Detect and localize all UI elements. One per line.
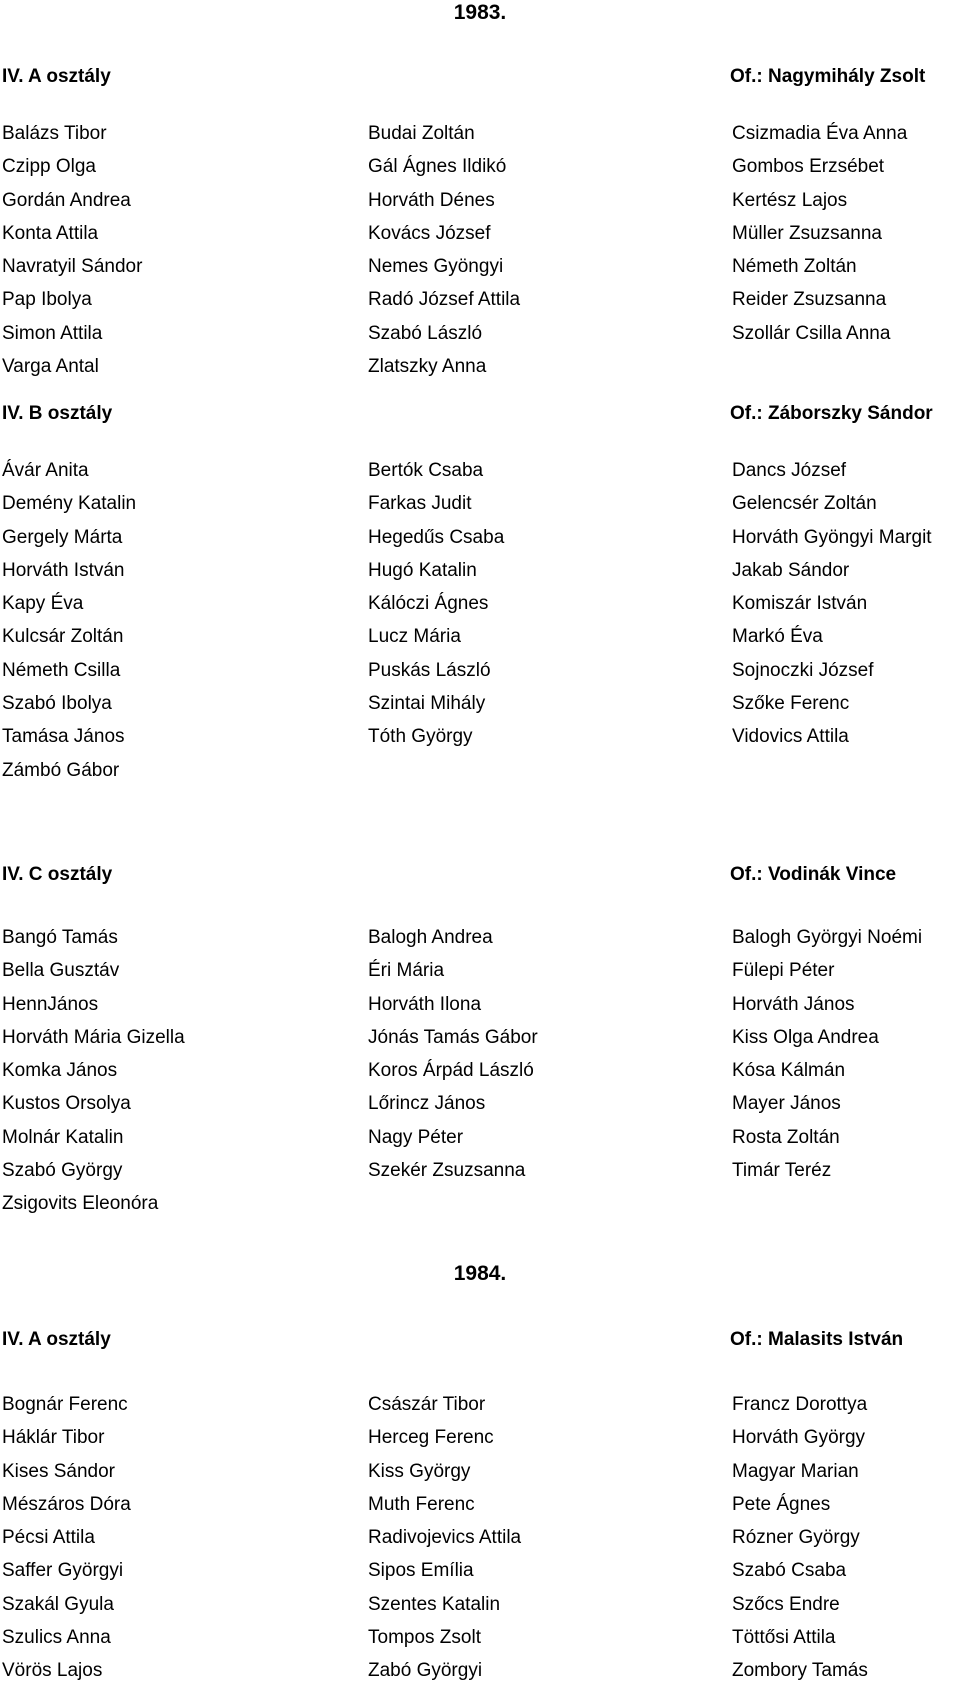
student-list-1983-iv-a bbox=[0, 117, 960, 383]
student-name: Timár Teréz bbox=[732, 1160, 832, 1182]
student-name: Bognár Ferenc bbox=[2, 1394, 128, 1415]
student-name: Tamása János bbox=[2, 726, 125, 748]
student-name: Németh Zoltán bbox=[732, 256, 857, 278]
student-name: Ávár Anita bbox=[2, 460, 89, 481]
student-name: Simon Attila bbox=[2, 322, 103, 344]
class-name: IV. A osztály bbox=[2, 66, 111, 87]
student-name: Kiss Olga Andrea bbox=[732, 1026, 879, 1048]
student-name: Molnár Katalin bbox=[2, 1126, 124, 1148]
student-name: Nemes Gyöngyi bbox=[368, 256, 504, 278]
student-name: Horváth Dénes bbox=[368, 189, 495, 211]
class-header-1983-iv-b bbox=[0, 401, 960, 427]
student-name: Müller Zsuzsanna bbox=[732, 222, 882, 244]
student-name: Gál Ágnes Ildikó bbox=[368, 156, 507, 178]
student-name: Szentes Katalin bbox=[368, 1593, 501, 1615]
student-name: Gordán Andrea bbox=[2, 189, 131, 211]
student-name: Bangó Tamás bbox=[2, 927, 118, 948]
student-name: Saffer Györgyi bbox=[2, 1560, 124, 1582]
student-name: Kustos Orsolya bbox=[2, 1093, 131, 1115]
student-name: Bertók Csaba bbox=[368, 460, 484, 481]
student-name: Rosta Zoltán bbox=[732, 1126, 840, 1148]
student-name: Lőrincz János bbox=[368, 1093, 486, 1115]
student-name: Rózner György bbox=[732, 1527, 860, 1549]
student-name: Hugó Katalin bbox=[368, 559, 477, 581]
class-teacher: Of.: Záborszky Sándor bbox=[730, 403, 933, 424]
student-name: Farkas Judit bbox=[368, 493, 472, 515]
student-name: Tóth György bbox=[368, 726, 473, 748]
student-name: Reider Zsuzsanna bbox=[732, 289, 887, 311]
student-name: Zombory Tamás bbox=[732, 1660, 868, 1682]
student-name: Jónás Tamás Gábor bbox=[368, 1026, 538, 1048]
student-name: Horváth János bbox=[732, 993, 855, 1015]
year-heading-1984: 1984. bbox=[453, 1262, 507, 1285]
class-teacher: Of.: Malasits István bbox=[730, 1329, 904, 1350]
student-name: Szulics Anna bbox=[2, 1627, 111, 1649]
student-name: Pete Ágnes bbox=[732, 1493, 831, 1515]
student-name: Mayer János bbox=[732, 1093, 841, 1115]
student-name: Szőcs Endre bbox=[732, 1593, 840, 1615]
student-name: Szőke Ferenc bbox=[732, 693, 850, 715]
student-name: Francz Dorottya bbox=[732, 1394, 868, 1415]
student-list-1983-iv-b bbox=[0, 454, 960, 787]
student-name: Hegedűs Csaba bbox=[368, 526, 505, 548]
student-name: Szabó Ibolya bbox=[2, 693, 112, 715]
student-name: Herceg Ferenc bbox=[368, 1427, 494, 1449]
student-name: Kálóczi Ágnes bbox=[368, 593, 489, 615]
student-name: Kovács József bbox=[368, 222, 491, 244]
student-name: Radivojevics Attila bbox=[368, 1527, 522, 1549]
student-name: Lucz Mária bbox=[368, 626, 461, 648]
student-name: Muth Ferenc bbox=[368, 1493, 475, 1515]
student-name: Navratyil Sándor bbox=[2, 256, 143, 278]
class-teacher: Of.: Nagymihály Zsolt bbox=[730, 66, 926, 87]
student-name: Horváth Ilona bbox=[368, 993, 482, 1015]
student-name: Szollár Csilla Anna bbox=[732, 322, 891, 344]
student-name: Horváth György bbox=[732, 1427, 866, 1449]
student-name: Horváth Mária Gizella bbox=[2, 1026, 185, 1048]
student-name: Kulcsár Zoltán bbox=[2, 626, 124, 648]
student-name: Balogh Andrea bbox=[368, 927, 493, 948]
student-name: Pap Ibolya bbox=[2, 289, 92, 311]
student-list-1984-iv-a bbox=[0, 1388, 960, 1688]
student-name: Dancs József bbox=[732, 460, 847, 481]
class-header-1983-iv-c bbox=[0, 862, 960, 888]
student-name: Balogh Györgyi Noémi bbox=[732, 927, 923, 948]
student-name: Sojnoczki József bbox=[732, 659, 874, 681]
student-name: Zabó Györgyi bbox=[368, 1660, 483, 1682]
student-name: Gergely Márta bbox=[2, 526, 123, 548]
student-name: Csizmadia Éva Anna bbox=[732, 123, 908, 144]
student-name: Mészáros Dóra bbox=[2, 1493, 131, 1515]
student-name: Fülepi Péter bbox=[732, 960, 835, 982]
student-name: Jakab Sándor bbox=[732, 559, 850, 581]
student-name: Pécsi Attila bbox=[2, 1527, 95, 1549]
student-name: Éri Mária bbox=[368, 960, 445, 982]
student-name: Vörös Lajos bbox=[2, 1660, 103, 1682]
student-name: Demény Katalin bbox=[2, 493, 137, 515]
student-name: Gelencsér Zoltán bbox=[732, 493, 877, 515]
student-name: Gombos Erzsébet bbox=[732, 156, 885, 178]
class-header-1984-iv-a bbox=[0, 1327, 960, 1353]
student-name: Kiss György bbox=[368, 1460, 471, 1482]
student-name: Komiszár István bbox=[732, 593, 868, 615]
student-name: Koros Árpád László bbox=[368, 1060, 534, 1082]
student-name: HennJános bbox=[2, 993, 99, 1015]
student-name: Bella Gusztáv bbox=[2, 960, 120, 982]
student-name: Konta Attila bbox=[2, 222, 99, 244]
student-name: Varga Antal bbox=[2, 356, 99, 378]
class-name: IV. C osztály bbox=[2, 864, 113, 885]
student-name: Németh Csilla bbox=[2, 659, 121, 681]
student-name: Puskás László bbox=[368, 659, 491, 681]
student-name: Kapy Éva bbox=[2, 593, 84, 615]
student-name: Markó Éva bbox=[732, 626, 823, 648]
student-name: Balázs Tibor bbox=[2, 123, 107, 144]
student-name: Kósa Kálmán bbox=[732, 1060, 846, 1082]
student-name: Vidovics Attila bbox=[732, 726, 849, 748]
class-name: IV. B osztály bbox=[2, 403, 113, 424]
student-name: Töttősi Attila bbox=[732, 1627, 836, 1649]
class-name: IV. A osztály bbox=[2, 1329, 111, 1350]
student-name: Háklár Tibor bbox=[2, 1427, 105, 1449]
student-name: Sipos Emília bbox=[368, 1560, 474, 1582]
student-name: Szintai Mihály bbox=[368, 693, 486, 715]
student-name: Czipp Olga bbox=[2, 156, 96, 178]
student-name: Zsigovits Eleonóra bbox=[2, 1193, 159, 1215]
student-name: Szabó Csaba bbox=[732, 1560, 847, 1582]
student-name: Horváth István bbox=[2, 559, 125, 581]
student-name: Kises Sándor bbox=[2, 1460, 116, 1482]
student-name: Komka János bbox=[2, 1060, 118, 1082]
student-name: Kertész Lajos bbox=[732, 189, 848, 211]
student-name: Császár Tibor bbox=[368, 1394, 486, 1415]
student-name: Szekér Zsuzsanna bbox=[368, 1160, 526, 1182]
class-header-1983-iv-a bbox=[0, 64, 960, 90]
student-name: Szabó György bbox=[2, 1160, 123, 1182]
student-list-1983-iv-c bbox=[0, 921, 960, 1221]
year-heading-1983: 1983. bbox=[453, 1, 507, 24]
student-name: Nagy Péter bbox=[368, 1126, 464, 1148]
student-name: Magyar Marian bbox=[732, 1460, 859, 1482]
student-name: Horváth Gyöngyi Margit bbox=[732, 526, 932, 548]
student-name: Szakál Gyula bbox=[2, 1593, 114, 1615]
student-name: Szabó László bbox=[368, 322, 483, 344]
student-name: Zlatszky Anna bbox=[368, 356, 487, 378]
student-name: Budai Zoltán bbox=[368, 123, 475, 144]
student-name: Zámbó Gábor bbox=[2, 759, 120, 781]
class-teacher: Of.: Vodinák Vince bbox=[730, 864, 897, 885]
student-name: Radó József Attila bbox=[368, 289, 521, 311]
student-name: Tompos Zsolt bbox=[368, 1627, 481, 1649]
